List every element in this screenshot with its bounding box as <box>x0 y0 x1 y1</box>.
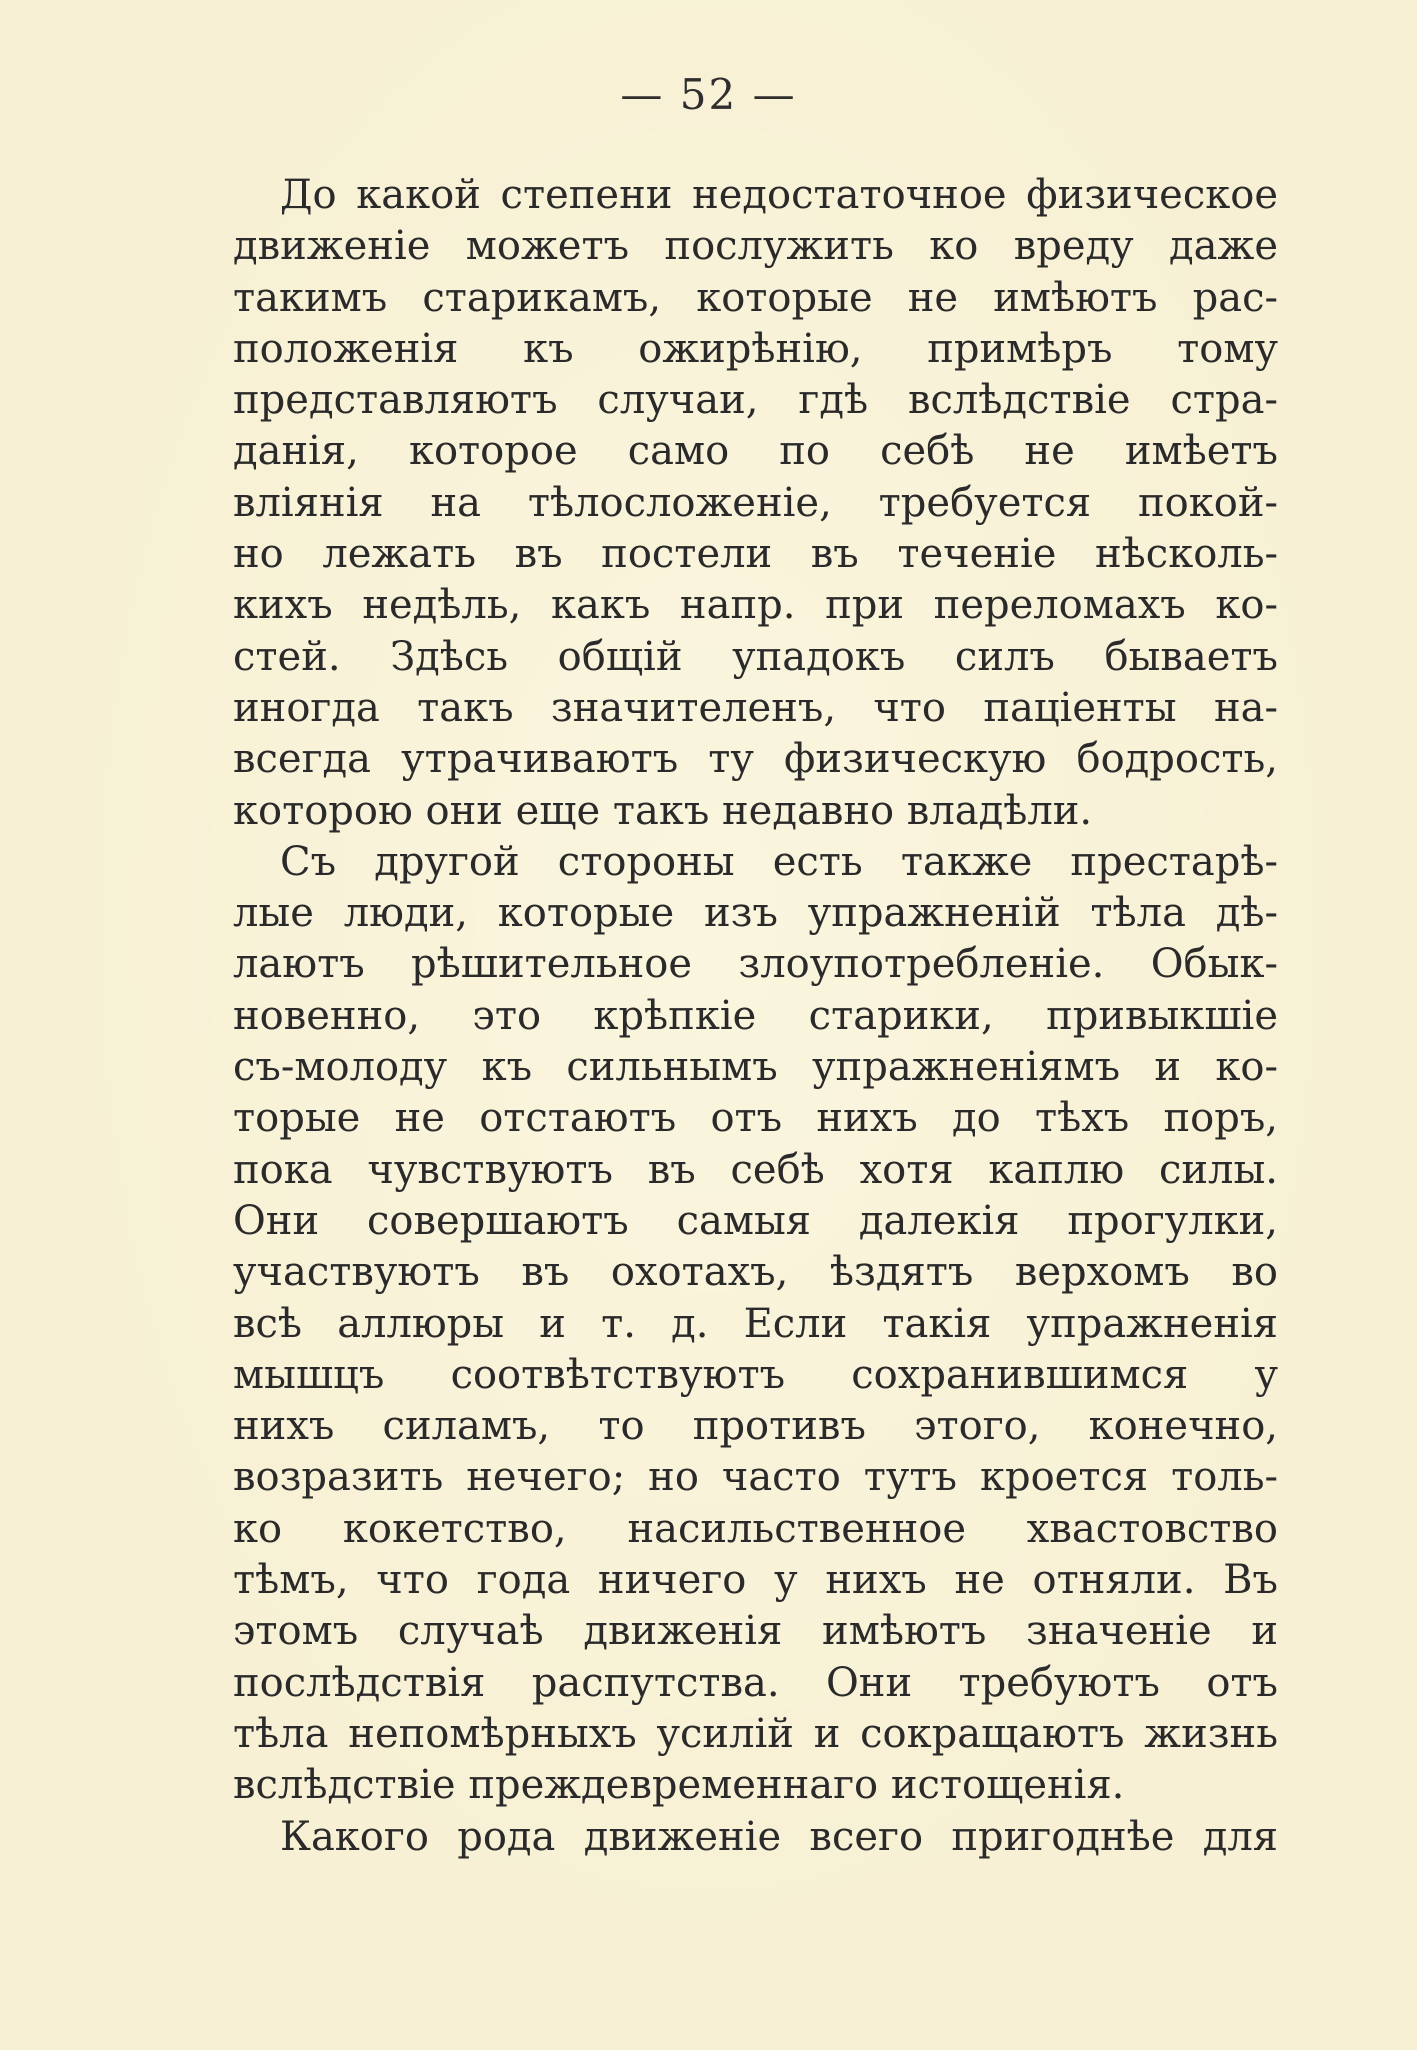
text-line: тѣла непомѣрныхъ усилій и сокращаютъ жизнь <box>233 1710 1278 1757</box>
text-line: положенія къ ожирѣнію, примѣръ тому <box>233 325 1278 372</box>
text-line: всѣ аллюры и т. д. Если такія упражненія <box>233 1300 1278 1347</box>
text-line: пока чувствуютъ въ себѣ хотя каплю силы. <box>233 1146 1278 1193</box>
text-line: но лежать въ постели въ теченіе нѣсколь- <box>233 531 1278 578</box>
text-line: тѣмъ, что года ничего у нихъ не отняли. Въ <box>233 1557 1278 1604</box>
text-line: До какой степени недостаточное физическое <box>280 172 1278 218</box>
text-line: Они совершаютъ самыя далекія прогулки, <box>233 1197 1278 1244</box>
text-line: съ-молоду къ сильнымъ упражненіямъ и ко- <box>233 1044 1278 1091</box>
text-line: нихъ силамъ, то противъ этого, конечно, <box>233 1403 1278 1450</box>
text-line: такимъ старикамъ, которые не имѣютъ рас- <box>233 274 1278 321</box>
text-line: Какого рода движеніе всего пригоднѣе для <box>280 1813 1278 1860</box>
text-line: возразить нечего; но часто тутъ кроется толь- <box>233 1454 1278 1501</box>
text-line: новенно, это крѣпкіе старики, привыкшіе <box>233 992 1278 1039</box>
text-line: представляютъ случаи, гдѣ вслѣдствіе стра- <box>233 377 1278 424</box>
text-line: лые люди, которые изъ упражненій тѣла дѣ- <box>233 890 1278 937</box>
text-line: Съ другой стороны есть также престарѣ- <box>280 838 1278 885</box>
text-line: данія, которое само по себѣ не имѣетъ <box>233 428 1278 475</box>
text-line: стей. Здѣсь общій упадокъ силъ бываетъ <box>233 633 1278 680</box>
body-text <box>233 170 1278 1863</box>
text-line: участвуютъ въ охотахъ, ѣздятъ верхомъ во <box>233 1249 1278 1296</box>
text-line: иногда такъ значителенъ, что паціенты на- <box>233 684 1278 731</box>
text-line: движеніе можетъ послужить ко вреду даже <box>233 223 1278 270</box>
text-line: вслѣдствіе преждевременнаго истощенія. <box>233 1762 1125 1809</box>
text-line: торые не отстаютъ отъ нихъ до тѣхъ поръ, <box>233 1095 1278 1142</box>
text-line: которою они еще такъ недавно владѣли. <box>233 787 1093 834</box>
text-line: ко кокетство, насильственное хвастовство <box>233 1505 1278 1552</box>
text-line: лаютъ рѣшительное злоупотребленіе. Обык- <box>233 941 1278 988</box>
text-line: всегда утрачиваютъ ту физическую бодрость, <box>233 736 1278 783</box>
text-line: этомъ случаѣ движенія имѣютъ значеніе и <box>233 1608 1278 1655</box>
text-line: послѣдствія распутства. Они требуютъ отъ <box>233 1659 1278 1706</box>
text-line: кихъ недѣль, какъ напр. при переломахъ ко- <box>233 582 1278 629</box>
text-line: вліянія на тѣлосложеніе, требуется покой- <box>233 479 1278 526</box>
text-line: мышцъ соотвѣтствуютъ сохранившимся у <box>233 1351 1278 1398</box>
page-number: — 52 — <box>620 70 797 119</box>
